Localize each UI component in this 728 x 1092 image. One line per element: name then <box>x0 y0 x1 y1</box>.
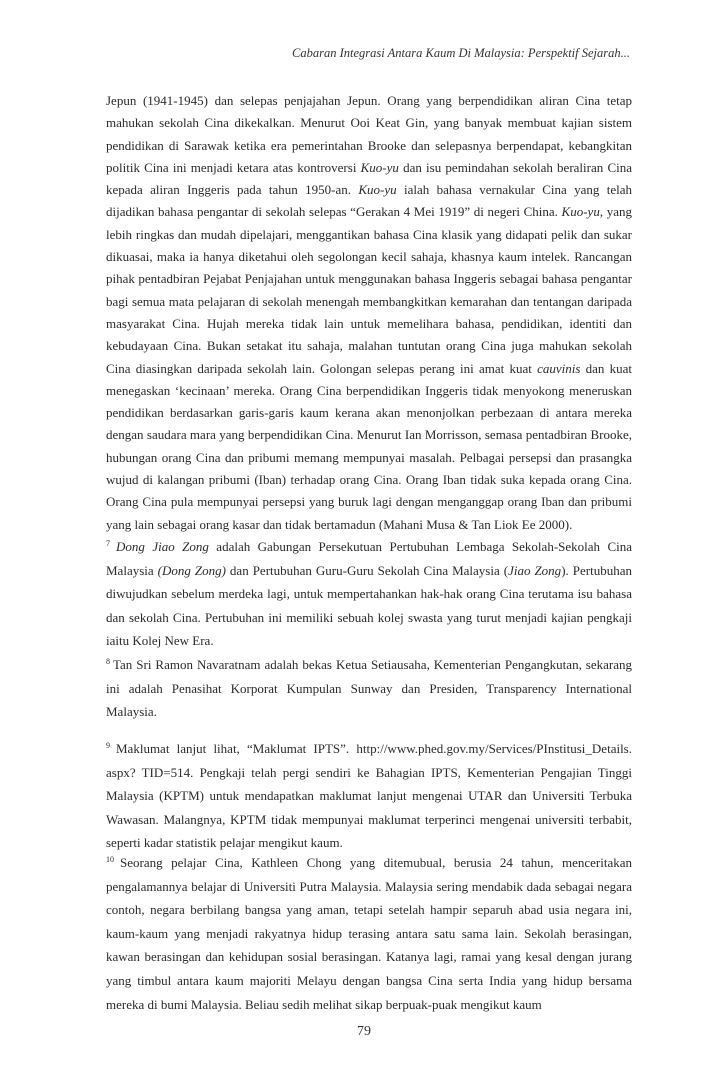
text-run: Maklumat lanjut lihat, “Maklumat IPTS”. http://www.phed.gov.my/Services/PInstitusi_Details. aspx? TID=514. Pengkaji telah pergi sendiri ke Bahagian IPTS, Kementerian Pengajian Tinggi Malaysia (KPTM) untuk mendapatkan maklumat lanjut mengenai UTAR dan Universiti Terbuka Wawasan. Malangnya, KPTM tidak mempunyai maklumat terperinci mengenai universiti terbabit, seperti kadar statistik pelajar mengikut kaum. <box>106 741 632 851</box>
text-run: , yang lebih ringkas dan mudah dipelajari, menggantikan bahasa Cina klasik yang didapati pelik dan sukar dikuasai, maka ia hanya diketahui oleh segolongan kecil sahaja, khasnya kaum intelek. Rancangan pihak pentadbiran Pejabat Penjajahan untuk menggunakan bahasa Inggeris sebagai bahasa pengantar bagi semua mata pelajaran di sekolah menengah membangkitkan kemarahan dan tentangan daripada masyarakat Cina. Hujah mereka tidak lain untuk memelihara bahasa, pendidikan, identiti dan kebudayaan Cina. Bukan setakat itu sahaja, malahan tuntutan orang Cina juga mahukan sekolah Cina diasingkan daripada sekolah lain. Golongan selepas perang ini amat kuat <box>106 204 632 376</box>
term-kuo-yu: Kuo-yu <box>360 159 399 175</box>
text-run: ialah bahasa vernakular Cina yang telah dijadikan bahasa pengantar di sekolah selepas “Gerakan 4 Mei 1919” di negeri China. <box>106 182 632 220</box>
footnote-marker: 10 <box>106 855 114 864</box>
text-run: Jiao Zong <box>508 562 562 578</box>
term-kuo-yu: Kuo-yu <box>561 204 600 220</box>
footnote-marker: 7 <box>106 539 110 548</box>
footnote-10 <box>106 848 632 1016</box>
text-run: ). Pertubuhan diwujudkan sebelum merdeka lagi, untuk mempertahankan hak-hak orang Cina terutama isu bahasa dan sekolah Cina. Pertubuhan ini memiliki sebuah kolej swasta yang turut menjadi kajian pengkaji iaitu Kolej New Era. <box>106 562 632 649</box>
text-run: Tan Sri Ramon Navaratnam adalah bekas Ketua Setiausaha, Kementerian Pengangkutan, sekarang ini adalah Penasihat Korporat Kumpulan Sunway dan Presiden, Transparency International Malaysia. <box>106 657 632 720</box>
text-run: dan kuat menegaskan ‘kecinaan’ mereka. Orang Cina berpendidikan Inggeris tidak menyokong meneruskan pendidikan berdasarkan garis-garis kaum kerana akan menonjolkan perbezaan di antara mereka dengan saudara mara yang berpendidikan Cina. Menurut Ian Morrisson, semasa pentadbiran Brooke, hubungan orang Cina dan pribumi memang mempunyai masalah. Pelbagai persepsi dan prasangka wujud di kalangan pribumi (Iban) terhadap orang Cina. Orang Iban tidak suka kepada orang Cina. Orang Cina pula mempunyai persepsi yang buruk lagi dengan menganggap orang Iban dan pribumi yang lain sebagai orang kasar dan tidak bertamadun (Mahani Musa & Tan Liok Ee 2000). <box>106 360 632 532</box>
body-text <box>106 90 632 536</box>
text-run: Jepun (1941-1945) dan selepas penjajahan Jepun. Orang yang berpendidikan aliran Cina tetap mahukan sekolah Cina dikekalkan. Menurut Ooi Keat Gin, yang banyak membuat kajian sistem pendidikan di Sarawak ketika era pemerintahan Brooke dan selepasnya berpendapat, kebangkitan politik Cina ini menjadi ketara atas kontroversi <box>106 93 632 175</box>
text-run: adalah Gabungan Persekutuan Pertubuhan Lembaga Sekolah-Sekolah Cina Malaysia <box>106 539 633 578</box>
text-run: Dong Jiao Zong <box>116 539 209 554</box>
term-kuo-yu: Kuo-yu <box>358 182 397 198</box>
footnote-marker: 9 <box>106 741 110 750</box>
running-header: Cabaran Integrasi Antara Kaum Di Malaysia: Perspektif Sejarah... <box>292 46 630 60</box>
term-cauvinis: cauvinis <box>537 360 581 376</box>
footnote-7 <box>106 532 632 653</box>
page-number: 79 <box>357 1024 371 1039</box>
text-run: dan Pertubuhan Guru-Guru Sekolah Cina Malaysia ( <box>225 562 509 578</box>
text-run: Seorang pelajar Cina, Kathleen Chong yang ditemubual, berusia 24 tahun, menceritakan pengalamannya belajar di Universiti Putra Malaysia. Malaysia sering mendabik dada sebagai negara contoh, negara berbilang bangsa yang aman, tetapi setelah hampir separuh abad usia negara ini, kaum-kaum yang menjadi rakyatnya hidup terasing antara satu sama lain. Sekolah berasingan, kawan berasingan dan kehidupan sosial berasingan. Katanya lagi, ramai yang kesal dengan jurang yang timbul antara kaum majoriti Melayu dengan bangsa Cina serta India yang hidup bersama mereka di bumi Malaysia. Beliau sedih melihat sikap berpuak-puak mengikut kaum <box>106 855 632 1012</box>
main-paragraph <box>106 90 632 536</box>
footnote-8 <box>106 650 632 724</box>
footnote-9 <box>106 734 632 855</box>
text-run: dan isu pemindahan sekolah beraliran Cina kepada aliran Inggeris pada tahun 1950-an. <box>106 159 632 198</box>
footnote-marker: 8 <box>106 657 110 666</box>
text-run: (Dong Zong) <box>157 562 226 578</box>
